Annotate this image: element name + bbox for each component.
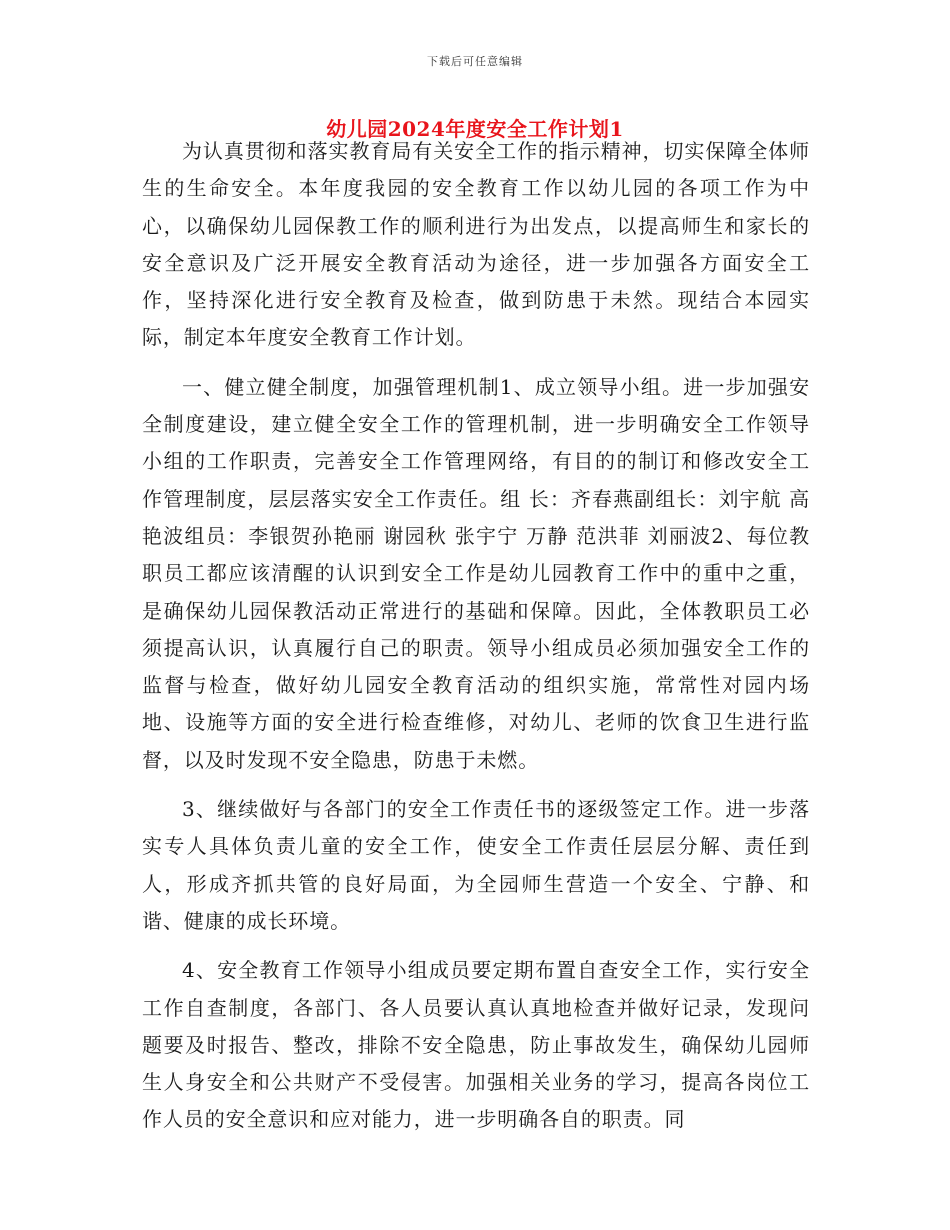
paragraph-intro: 为认真贯彻和落实教育局有关安全工作的指示精神，切实保障全体师生的生命安全。本年度我园的安全教育工作以幼儿园的各项工作为中心，以确保幼儿园保教工作的顺利进行为出发点，以提高师生和家长的安全意识及广泛开展安全教育活动为途径，进一步加强各方面安全工作，坚持深化进行安全教育及检查，做到防患于未然。现结合本园实际，制定本年度安全教育工作计划。 xyxy=(142,139,810,350)
paragraph-item-3: 3、继续做好与各部门的安全工作责任书的逐级签定工作。进一步落实专人具体负责儿童的安全工作，使安全工作责任层层分解、责任到人，形成齐抓共管的良好局面，为全园师生营造一个安全、宁静、和谐、健康的成长环境。 xyxy=(142,797,810,933)
document-body xyxy=(142,133,810,1151)
paragraph-section-1: 一、健立健全制度，加强管理机制1、成立领导小组。进一步加强安全制度建设，建立健全安全工作的管理机制，进一步明确安全工作领导小组的工作职责，完善安全工作管理网络，有目的的制订和修改安全工作管理制度，层层落实安全工作责任。组 长：齐春燕副组长：刘宇航 高艳波组员：李银贺孙艳丽 谢园秋 张宇宁 万静 范洪菲 刘丽波2、每位教职员工都应该清醒的认识到安全工作是幼儿园教育工作中的重中之重，是确保幼儿园保教活动正常进行的基础和保障。因此，全体教职员工必须提高认识，认真履行自己的职责。领导小组成员必须加强安全工作的监督与检查，做好幼儿园安全教育活动的组织实施，常常性对园内场地、设施等方面的安全进行检查维修，对幼儿、老师的饮食卫生进行监督，以及时发现不安全隐患，防患于未燃。 xyxy=(142,374,810,772)
document-title: 幼儿园2024年度安全工作计划1 xyxy=(326,117,624,141)
header-note: 下载后可任意编辑 xyxy=(427,55,523,68)
paragraph-item-4: 4、安全教育工作领导小组成员要定期布置自查安全工作，实行安全工作自查制度，各部门、各人员要认真认真地检查并做好记录，发现问题要及时报告、整改，排除不安全隐患，防止事故发生，确保幼儿园师生人身安全和公共财产不受侵害。加强相关业务的学习，提高各岗位工作人员的安全意识和应对能力，进一步明确各自的职责。同 xyxy=(142,958,810,1132)
